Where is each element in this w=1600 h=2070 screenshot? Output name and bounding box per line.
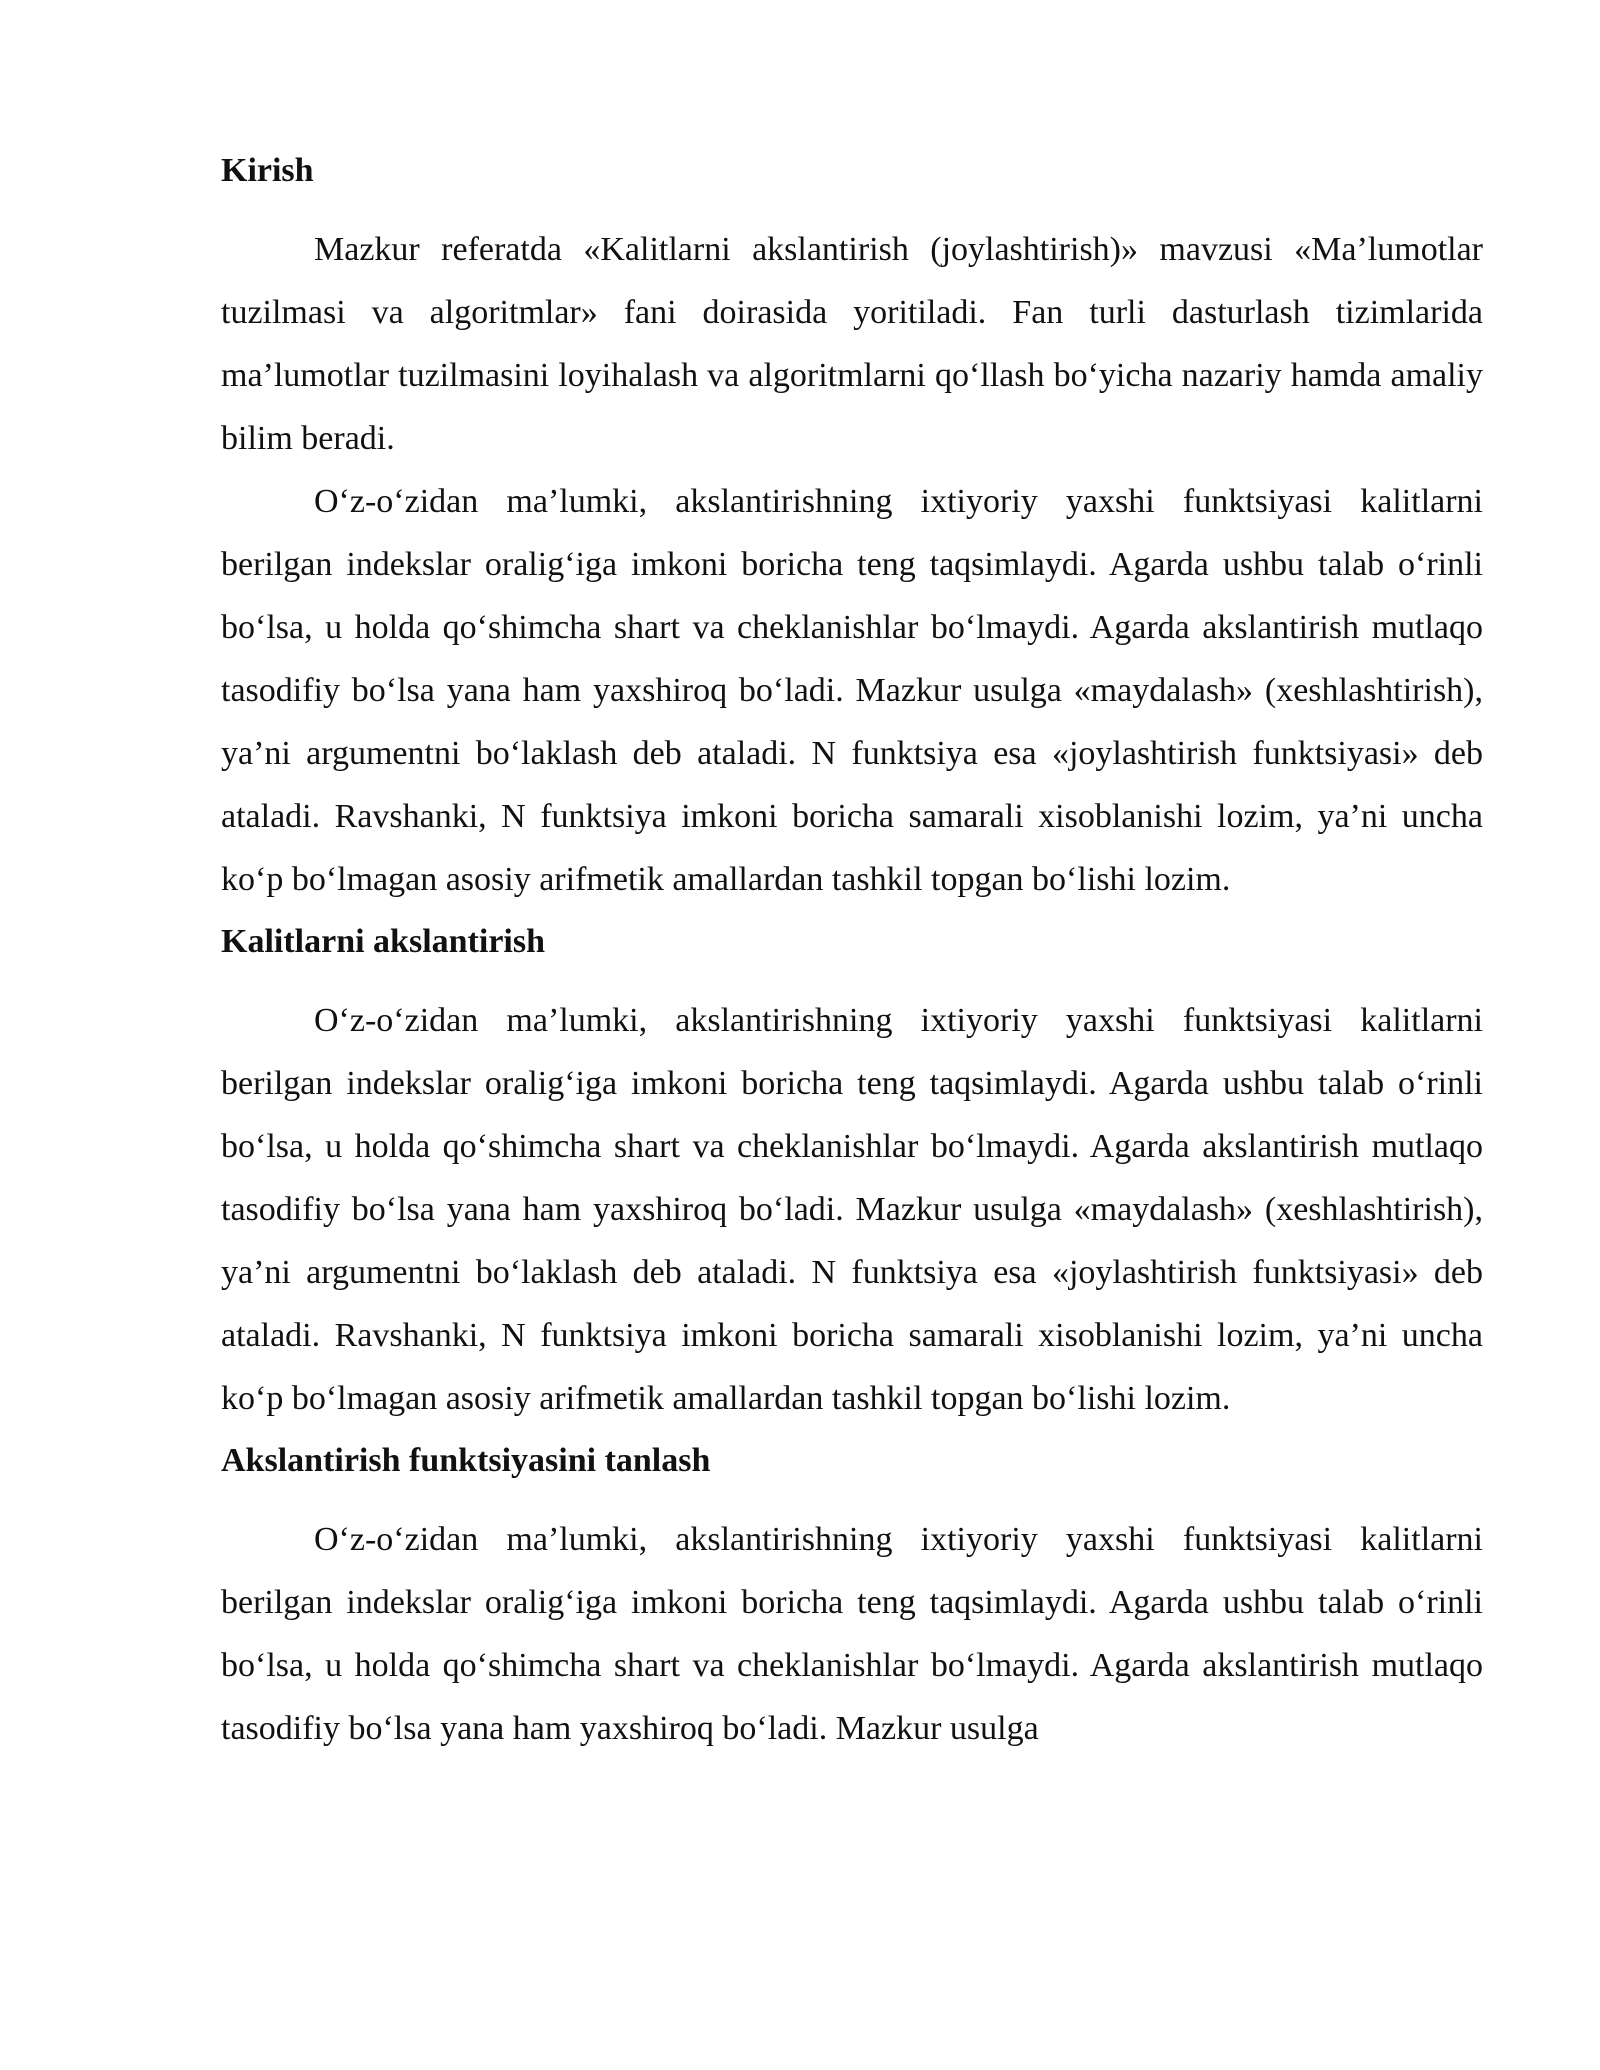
body-paragraph: O‘z-o‘zidan ma’lumki, akslantirishning ixtiyoriy yaxshi funktsiyasi kalitlarni berilgan indekslar oralig‘iga imkoni boricha teng taqsimlaydi. Agarda ushbu talab o‘rinli bo‘lsa, u holda qo‘shimcha shart va cheklanishlar bo‘lmaydi. Agarda akslantirish mutlaqo tasodifiy bo‘lsa yana ham yaxshiroq bo‘ladi. Mazkur usulga xyxy=(221,1521,1483,1747)
section-heading-akslantirish-funktsiyasini-tanlash: Akslantirish funktsiyasini tanlash xyxy=(221,1442,711,1479)
intro-paragraph: Mazkur referatda «Kalitlarni akslantirish (joylashtirish)» mavzusi «Ma’lumotlar tuzilmasi va algoritmlar» fani doirasida yoritiladi. Fan turli dasturlash tizimlarida ma’lumotlar tuzilmasini loyihalash va algoritmlarni qo‘llash bo‘yicha nazariy hamda amaliy bilim beradi. xyxy=(221,231,1483,457)
section-heading-kalitlarni-akslantirish: Kalitlarni akslantirish xyxy=(221,923,545,960)
body-paragraph: O‘z-o‘zidan ma’lumki, akslantirishning ixtiyoriy yaxshi funktsiyasi kalitlarni berilgan indekslar oralig‘iga imkoni boricha teng taqsimlaydi. Agarda ushbu talab o‘rinli bo‘lsa, u holda qo‘shimcha shart va cheklanishlar bo‘lmaydi. Agarda akslantirish mutlaqo tasodifiy bo‘lsa yana ham yaxshiroq bo‘ladi. Mazkur usulga «maydalash» (xeshlashtirish), ya’ni argumentni bo‘laklash deb ataladi. N funktsiya esa «joylashtirish funktsiyasi» deb ataladi. Ravshanki, N funktsiya imkoni boricha samarali xisoblanishi lozim, ya’ni uncha ko‘p bo‘lmagan asosiy arifmetik amallardan tashkil topgan bo‘lishi lozim. xyxy=(221,1002,1483,1417)
document-page xyxy=(221,140,1483,1760)
section-heading-kirish: Kirish xyxy=(221,152,314,189)
body-paragraph: O‘z-o‘zidan ma’lumki, akslantirishning ixtiyoriy yaxshi funktsiyasi kalitlarni berilgan indekslar oralig‘iga imkoni boricha teng taqsimlaydi. Agarda ushbu talab o‘rinli bo‘lsa, u holda qo‘shimcha shart va cheklanishlar bo‘lmaydi. Agarda akslantirish mutlaqo tasodifiy bo‘lsa yana ham yaxshiroq bo‘ladi. Mazkur usulga «maydalash» (xeshlashtirish), ya’ni argumentni bo‘laklash deb ataladi. N funktsiya esa «joylashtirish funktsiyasi» deb ataladi. Ravshanki, N funktsiya imkoni boricha samarali xisoblanishi lozim, ya’ni uncha ko‘p bo‘lmagan asosiy arifmetik amallardan tashkil topgan bo‘lishi lozim. xyxy=(221,483,1483,898)
